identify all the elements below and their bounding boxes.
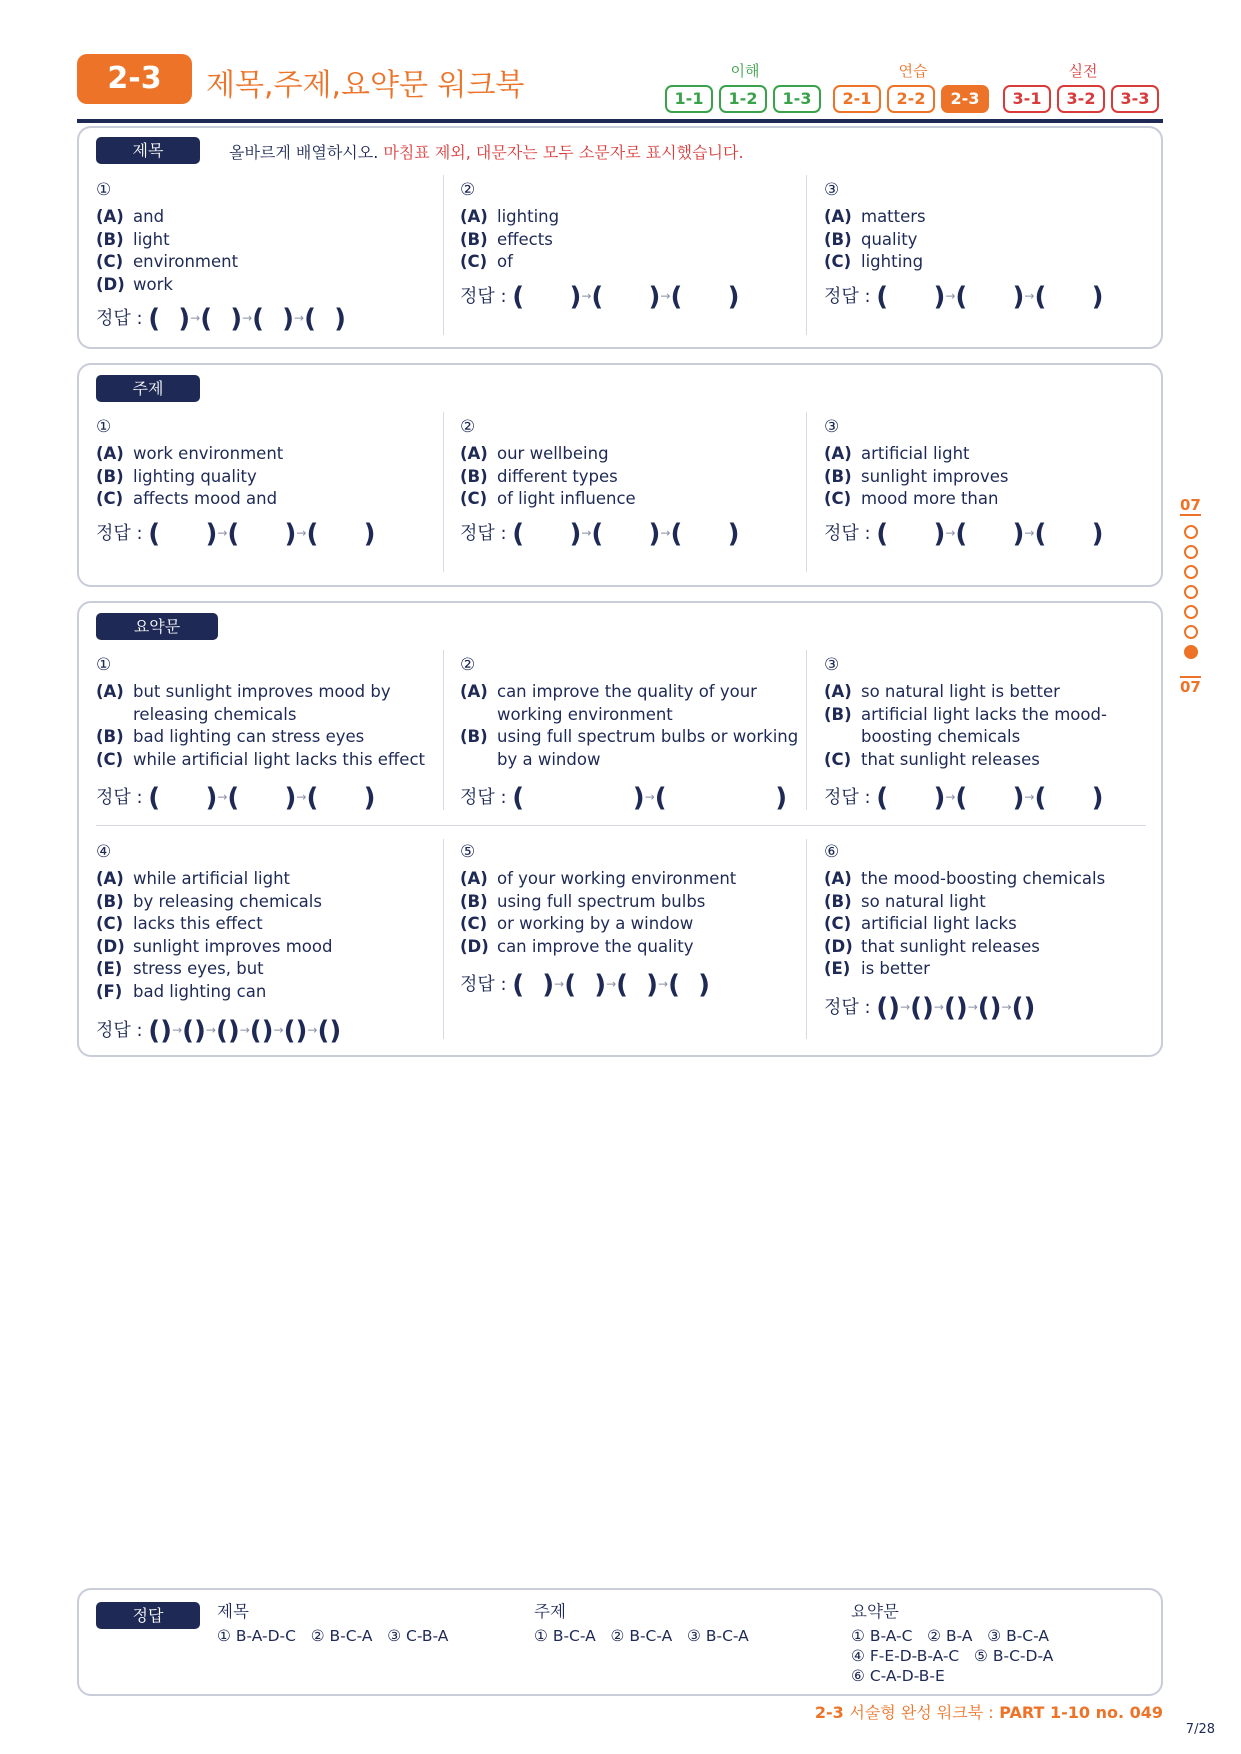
answer-line[interactable]: 정답 : ()→()→()→()→() — [824, 993, 1036, 1023]
summary-problem-3: ③ (A) so natural light is better (B) artificial light lacks the mood-boosting chemicals (C) that sunlight releases — [824, 655, 1107, 769]
progress-dot — [1184, 605, 1198, 619]
answer-line[interactable]: 정답 : ( )→( )→( ) — [824, 282, 1104, 312]
topic-problem-2: ② (A) our wellbeing (B) different types (C) of light influence — [460, 417, 636, 508]
title-problem-1: ① (A) and (B) light (C) environment (D) work — [96, 180, 239, 294]
progress-dot-current — [1184, 645, 1198, 659]
topic-problem-1: ① (A) work environment (B) lighting quality (C) affects mood and — [96, 417, 284, 508]
level-label-real: 실전 — [1068, 62, 1098, 80]
answer-key-topic: 주제 ① B-C-A ② B-C-A ③ B-C-A — [534, 1602, 749, 1645]
chip-1-1[interactable]: 1-1 — [665, 85, 713, 113]
chip-2-2[interactable]: 2-2 — [887, 85, 935, 113]
level-label-understanding: 이해 — [730, 62, 760, 80]
answer-key-label: 정답 — [96, 1602, 200, 1629]
chip-2-1[interactable]: 2-1 — [833, 85, 881, 113]
title-section-label: 제목 — [96, 137, 200, 164]
answer-line[interactable]: 정답 : ( )→( )→( ) — [96, 519, 376, 549]
summary-problem-2: ② (A) can improve the quality of your working environment (B) using full spectrum bulbs or working by a window — [460, 655, 799, 769]
answer-line[interactable]: 정답 : ( )→( )→( )→( ) — [460, 970, 710, 1000]
page-number: 7/28 — [1185, 1722, 1215, 1737]
summary-problem-5: ⑤ (A) of your working environment (B) using full spectrum bulbs (C) or working by a window (D) can improve the quality — [460, 842, 737, 956]
answer-line[interactable]: 정답 : ()→()→()→()→()→() — [96, 1016, 342, 1046]
topic-section — [77, 363, 1163, 587]
chip-3-1[interactable]: 3-1 — [1003, 85, 1051, 113]
answer-line[interactable]: 정답 : ( )→( )→( ) — [824, 783, 1104, 813]
chip-3-3[interactable]: 3-3 — [1111, 85, 1159, 113]
chip-2-3[interactable]: 2-3 — [941, 85, 989, 113]
header-rule — [77, 119, 1163, 123]
chip-1-2[interactable]: 1-2 — [719, 85, 767, 113]
summary-section-label: 요약문 — [96, 613, 218, 640]
progress-dot — [1184, 585, 1198, 599]
progress-dot — [1184, 565, 1198, 579]
title-section — [77, 126, 1163, 349]
progress-dot — [1184, 625, 1198, 639]
answer-line[interactable]: 정답 : ( )→( )→( ) — [460, 282, 740, 312]
answer-key-summary: 요약문 ① B-A-C ② B-A ③ B-C-A ④ F-E-D-B-A-C ⑤ B-C-D-A ⑥ C-A-D-B-E — [851, 1602, 1054, 1685]
side-chapter-bottom: 07 — [1180, 678, 1201, 696]
page-title: 제목,주제,요약문 워크북 — [206, 68, 525, 103]
topic-section-label: 주제 — [96, 375, 200, 402]
summary-section — [77, 601, 1163, 1057]
level-label-practice: 연습 — [898, 62, 928, 80]
title-problem-3: ③ (A) matters (B) quality (C) lighting — [824, 180, 926, 271]
answer-line[interactable]: 정답 : ( )→( )→( ) — [824, 519, 1104, 549]
answer-line[interactable]: 정답 : ( )→( )→( ) — [96, 783, 376, 813]
answer-key-title: 제목 ① B-A-D-C ② B-C-A ③ C-B-A — [217, 1602, 449, 1645]
title-problem-2: ② (A) lighting (B) effects (C) of — [460, 180, 560, 271]
side-chapter-top: 07 — [1180, 496, 1201, 514]
chip-1-3[interactable]: 1-3 — [773, 85, 821, 113]
answer-key — [77, 1588, 1163, 1696]
answer-line[interactable]: 정답 : ( )→( )→( ) — [460, 519, 740, 549]
answer-line[interactable]: 정답 : ( )→( )→( )→( ) — [96, 304, 346, 334]
answer-line[interactable]: 정답 : ( )→( ) — [460, 783, 788, 813]
footer-text: 2-3 서술형 완성 워크북 : PART 1-10 no. 049 — [814, 1703, 1163, 1722]
chip-3-2[interactable]: 3-2 — [1057, 85, 1105, 113]
progress-dot — [1184, 545, 1198, 559]
section-badge: 2-3 — [77, 54, 192, 104]
instruction: 올바르게 배열하시오. 마침표 제외, 대문자는 모두 소문자로 표시했습니다. — [229, 143, 744, 162]
summary-problem-1: ① (A) but sunlight improves mood by releasing chemicals (B) bad lighting can stress eyes (C) while artificial light lacks this effect — [96, 655, 425, 769]
topic-problem-3: ③ (A) artificial light (B) sunlight improves (C) mood more than — [824, 417, 1009, 508]
summary-problem-6: ⑥ (A) the mood-boosting chemicals (B) so natural light (C) artificial light lacks (D) that sunlight releases (E) is better — [824, 842, 1106, 978]
summary-problem-4: ④ (A) while artificial light (B) by releasing chemicals (C) lacks this effect (D) sunlight improves mood (E) stress eyes, but (F) bad lighting can — [96, 842, 333, 1001]
progress-dot — [1184, 525, 1198, 539]
